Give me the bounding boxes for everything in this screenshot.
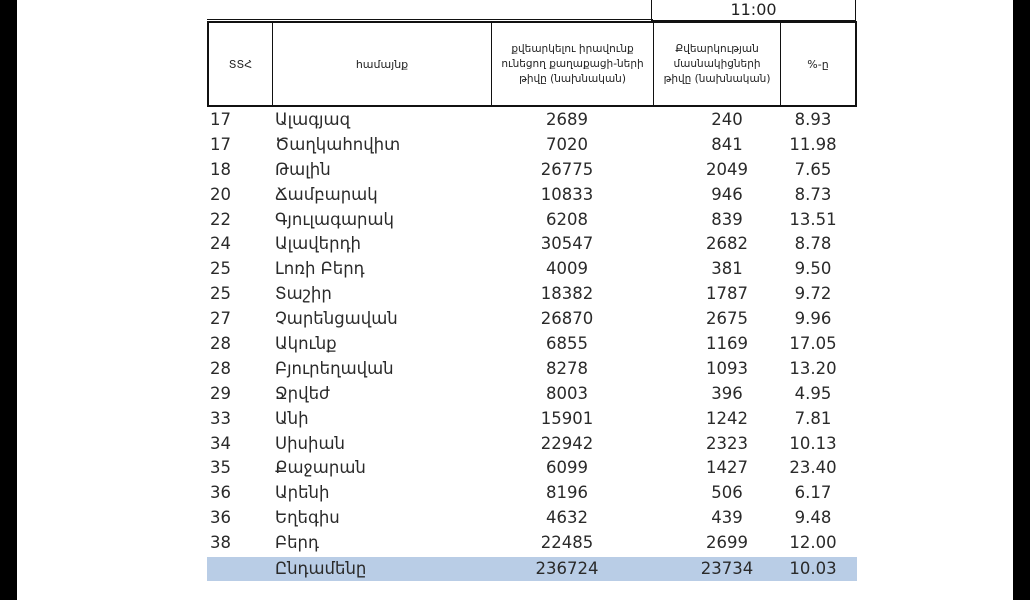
row-percent: 9.50 bbox=[794, 259, 832, 279]
header-community: համայնք bbox=[272, 23, 491, 105]
table-row bbox=[207, 282, 857, 307]
row-code: 36 bbox=[210, 508, 231, 528]
row-percent: 10.13 bbox=[789, 433, 837, 453]
row-percent: 9.72 bbox=[794, 284, 832, 304]
row-percent: 6.17 bbox=[794, 483, 832, 503]
row-voters: 2689 bbox=[546, 110, 588, 129]
row-participants: 1787 bbox=[706, 284, 748, 304]
row-community-name: Բերդ bbox=[275, 533, 319, 553]
header-voters bbox=[491, 23, 653, 105]
row-voters: 30547 bbox=[540, 234, 594, 254]
row-code: 18 bbox=[210, 159, 231, 179]
row-participants: 506 bbox=[711, 483, 743, 503]
table-body bbox=[207, 108, 857, 556]
table-row bbox=[207, 208, 857, 233]
table-row bbox=[207, 183, 857, 208]
row-community-name: Եղեգիս bbox=[275, 508, 340, 528]
header-voters-line-3: թիվը (նախնական) bbox=[519, 72, 626, 85]
table-row bbox=[207, 481, 857, 506]
row-community-name: Լոռի Բերդ bbox=[275, 259, 365, 279]
row-community-name: Քաջարան bbox=[275, 458, 366, 478]
row-participants: 1169 bbox=[706, 334, 748, 354]
row-code: 29 bbox=[210, 383, 231, 403]
row-percent: 13.20 bbox=[789, 358, 837, 378]
total-participants: 23734 bbox=[700, 559, 754, 578]
table-row bbox=[207, 531, 857, 556]
header-participants-line-3: թիվը (նախնական) bbox=[663, 72, 771, 85]
row-voters: 6099 bbox=[546, 458, 588, 478]
table-row bbox=[207, 232, 857, 257]
row-code: 28 bbox=[210, 334, 231, 354]
row-percent: 11.98 bbox=[789, 134, 837, 154]
row-code: 17 bbox=[210, 134, 231, 154]
table-row bbox=[207, 432, 857, 457]
table-header bbox=[207, 21, 857, 107]
row-code: 25 bbox=[210, 259, 231, 279]
header-percent: %-ը bbox=[780, 23, 855, 105]
table-row bbox=[207, 257, 857, 282]
row-code: 17 bbox=[210, 110, 231, 129]
row-participants: 1427 bbox=[706, 458, 748, 478]
row-percent: 8.73 bbox=[794, 184, 832, 204]
row-voters: 4632 bbox=[546, 508, 588, 528]
row-code: 28 bbox=[210, 358, 231, 378]
row-code: 24 bbox=[210, 234, 231, 254]
row-percent: 7.65 bbox=[794, 159, 832, 179]
row-participants: 2323 bbox=[706, 433, 748, 453]
row-participants: 2682 bbox=[706, 234, 748, 254]
row-voters: 7020 bbox=[546, 134, 588, 154]
row-community-name: Անի bbox=[275, 408, 309, 428]
row-code: 34 bbox=[210, 433, 231, 453]
row-community-name: Ալագյազ bbox=[275, 110, 351, 129]
row-percent: 4.95 bbox=[794, 383, 832, 403]
row-percent: 17.05 bbox=[789, 334, 837, 354]
table-row bbox=[207, 357, 857, 382]
total-voters: 236724 bbox=[535, 559, 599, 578]
row-participants: 1093 bbox=[706, 358, 748, 378]
row-voters: 8196 bbox=[546, 483, 588, 503]
row-percent: 13.51 bbox=[789, 209, 837, 229]
row-community-name: Ջրվեժ bbox=[275, 383, 330, 403]
row-voters: 15901 bbox=[540, 408, 594, 428]
row-code: 35 bbox=[210, 458, 231, 478]
row-participants: 439 bbox=[711, 508, 743, 528]
total-row bbox=[207, 557, 857, 581]
row-participants: 946 bbox=[711, 184, 743, 204]
row-percent: 9.96 bbox=[794, 309, 832, 329]
table-row bbox=[207, 506, 857, 531]
row-community-name: Արենի bbox=[275, 483, 330, 503]
row-voters: 6855 bbox=[546, 334, 588, 354]
row-voters: 22485 bbox=[540, 533, 594, 553]
row-participants: 240 bbox=[711, 110, 743, 129]
time-label: 11:00 bbox=[651, 0, 856, 21]
table-row bbox=[207, 407, 857, 432]
table-row bbox=[207, 307, 857, 332]
row-participants: 396 bbox=[711, 383, 743, 403]
row-community-name: Ակունք bbox=[275, 334, 337, 354]
row-percent: 7.81 bbox=[794, 408, 832, 428]
row-percent: 23.40 bbox=[789, 458, 837, 478]
row-community-name: Սիսիան bbox=[275, 433, 345, 453]
table-row bbox=[207, 382, 857, 407]
table-row bbox=[207, 158, 857, 183]
row-community-name: Տաշիր bbox=[275, 284, 332, 304]
row-code: 27 bbox=[210, 309, 231, 329]
row-percent: 9.48 bbox=[794, 508, 832, 528]
total-percent: 10.03 bbox=[789, 559, 837, 578]
row-community-name: Ալավերդի bbox=[275, 234, 361, 254]
row-voters: 22942 bbox=[540, 433, 594, 453]
row-code: 36 bbox=[210, 483, 231, 503]
row-voters: 10833 bbox=[540, 184, 594, 204]
row-community-name: Թալին bbox=[275, 159, 331, 179]
table-row bbox=[207, 108, 857, 133]
row-percent: 12.00 bbox=[789, 533, 837, 553]
row-voters: 18382 bbox=[540, 284, 594, 304]
row-community-name: Չարենցավան bbox=[275, 309, 398, 329]
row-community-name: Բյուրեղավան bbox=[275, 358, 394, 378]
total-label: Ընդամենը bbox=[275, 559, 367, 578]
row-community-name: Ճամբարակ bbox=[275, 184, 378, 204]
header-voters-line-1: քվեարկելու իրավունք bbox=[511, 42, 634, 55]
header-voters-line-2: ունեցող քաղաքացի-ների bbox=[501, 57, 644, 70]
table-row bbox=[207, 133, 857, 158]
row-voters: 8278 bbox=[546, 358, 588, 378]
row-code: 38 bbox=[210, 533, 231, 553]
table-row bbox=[207, 332, 857, 357]
row-percent: 8.78 bbox=[794, 234, 832, 254]
row-participants: 839 bbox=[711, 209, 743, 229]
row-participants: 1242 bbox=[706, 408, 748, 428]
header-participants-line-2: մասնակիցների bbox=[673, 57, 761, 70]
row-participants: 2049 bbox=[706, 159, 748, 179]
row-voters: 8003 bbox=[546, 383, 588, 403]
header-participants bbox=[653, 23, 780, 105]
row-participants: 381 bbox=[711, 259, 743, 279]
row-percent: 8.93 bbox=[794, 110, 832, 129]
row-code: 22 bbox=[210, 209, 231, 229]
row-community-name: Գյուլագարակ bbox=[275, 209, 395, 229]
row-voters: 6208 bbox=[546, 209, 588, 229]
header-code: ՏՏՀ bbox=[228, 57, 253, 71]
row-community-name: Ծաղկահովիտ bbox=[275, 134, 401, 154]
row-code: 33 bbox=[210, 408, 231, 428]
row-voters: 26870 bbox=[540, 309, 594, 329]
row-voters: 26775 bbox=[540, 159, 594, 179]
header-participants-line-1: Քվեարկության bbox=[675, 42, 759, 55]
row-participants: 2699 bbox=[706, 533, 748, 553]
row-code: 20 bbox=[210, 184, 231, 204]
row-participants: 2675 bbox=[706, 309, 748, 329]
top-rule bbox=[207, 19, 653, 20]
row-participants: 841 bbox=[711, 134, 743, 154]
table-row bbox=[207, 456, 857, 481]
row-code: 25 bbox=[210, 284, 231, 304]
row-voters: 4009 bbox=[546, 259, 588, 279]
